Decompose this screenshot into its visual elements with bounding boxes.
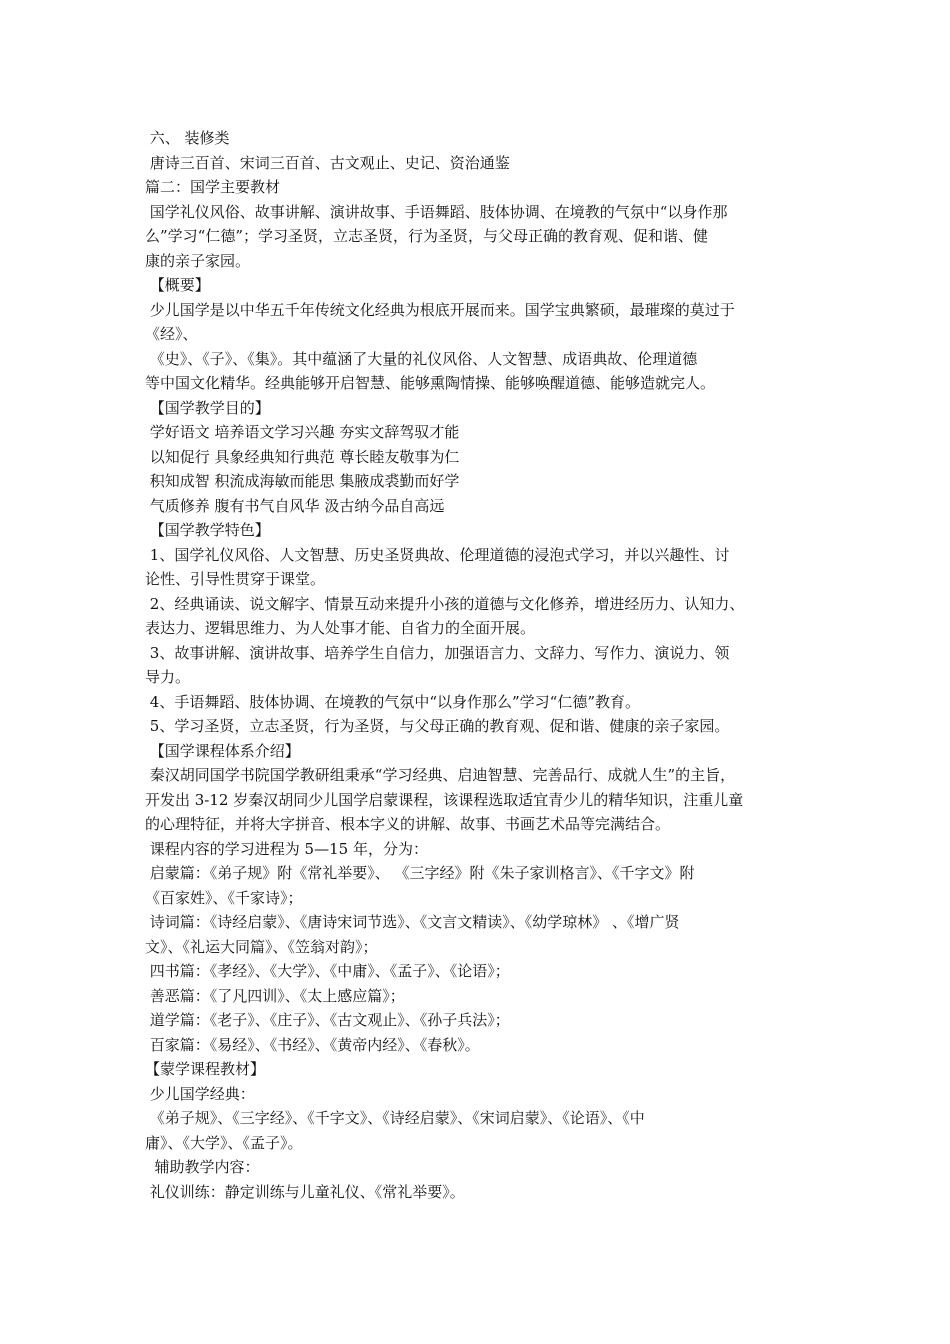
text-line: 的心理特征，并将大字拼音、根本字义的讲解、故事、书画艺术品等完满结合。 [145, 815, 671, 833]
text-line: 积知成智 积流成海敏而能思 集腋成裘勤而好学 [145, 472, 460, 490]
text-line: 少儿国学是以中华五千年传统文化经典为根底开展而来。国学宝典繁硕，最璀璨的莫过于 [145, 300, 735, 319]
text-line: 气质修养 腹有书气自风华 汲古纳今品自高远 [145, 496, 445, 515]
text-line: 秦汉胡同国学书院国学教研组秉承“学习经典、启迪智慧、完善品行、成就人生”的主旨， [145, 766, 736, 784]
text-line: 5、学习圣贤，立志圣贤，行为圣贤，与父母正确的教育观、促和谐、健康的亲子家园。 [145, 717, 730, 735]
text-line: 国学礼仪风俗、故事讲解、演讲故事、手语舞蹈、肢体协调、在境教的气氛中“以身作那 [145, 202, 728, 221]
text-line: 导力。 [145, 668, 191, 686]
text-line: 善恶篇：《了凡四训》、《太上感应篇》； [145, 986, 405, 1005]
text-line: 礼仪训练：静定训练与儿童礼仪、《常礼举要》。 [145, 1182, 465, 1201]
section-heading: 【国学教学目的】 [145, 398, 270, 417]
text-line: 启蒙篇：《弟子规》附《常礼举要》、 《三字经》附《朱子家训格言》、《千字文》附 [145, 864, 695, 882]
section-heading: 【蒙学课程教材】 [145, 1060, 266, 1078]
text-line: 少儿国学经典： [145, 1084, 255, 1103]
text-line: 2、经典诵读、说文解字、情景互动来提升小孩的道德与文化修养，增进经历力、认知力、 [145, 594, 745, 613]
text-line: 等中国文化精华。经典能够开启智慧、能够熏陶情操、能够唤醒道德、能够造就完人。 [145, 374, 716, 392]
text-line: 论性、引导性贯穿于课堂。 [145, 570, 326, 588]
text-line: 《经》、 [145, 325, 198, 343]
text-line: 文》、《礼运大同篇》、《笠翁对韵》； [145, 937, 378, 956]
text-line: 《史》、《子》、《集》。其中蕴涵了大量的礼仪风俗、人文智慧、成语典故、伦理道德 [145, 349, 698, 368]
text-line: 诗词篇：《诗经启蒙》、《唐诗宋词节选》、《文言文精读》、《幼学琼林》 、《增广贤 [145, 913, 680, 931]
text-line: 庸》、《大学》、《孟子》。 [145, 1133, 303, 1152]
text-line: 学好语文 培养语文学习兴趣 夯实文辞驾驭才能 [145, 423, 460, 441]
text-line: 唐诗三百首、宋词三百首、古文观止、史记、资治通鉴 [145, 153, 510, 172]
text-line: 《百家姓》、《千家诗》； [145, 888, 303, 907]
text-line: 1、国学礼仪风俗、人文智慧、历史圣贤典故、伦理道德的浸泡式学习，并以兴趣性、讨 [145, 545, 730, 564]
text-line: 辅助教学内容： [145, 1158, 260, 1176]
section-heading: 篇二：国学主要教材 [145, 178, 281, 196]
text-line: 四书篇：《孝经》、《大学》、《中庸》、《孟子》、《论语》； [145, 962, 510, 980]
text-line: 百家篇：《易经》、《书经》、《黄帝内经》、《春秋》。 [145, 1035, 480, 1054]
document-body [145, 126, 810, 1204]
section-heading: 【国学教学特色】 [145, 521, 270, 539]
section-heading: 【概要】 [145, 276, 210, 294]
text-line: 以知促行 具象经典知行典范 尊长睦友敬事为仁 [145, 447, 460, 466]
text-line: 康的亲子家园。 [145, 251, 251, 270]
text-line: 开发出 3-12 岁秦汉胡同少儿国学启蒙课程，该课程选取适宜青少儿的精华知识，注重儿童 [145, 790, 744, 809]
text-line: 六、 装修类 [145, 129, 230, 147]
text-line: 3、故事讲解、演讲故事、培养学生自信力，加强语言力、文辞力、写作力、演说力、领 [145, 643, 730, 662]
text-line: 道学篇：《老子》、《庄子》、《古文观止》、《孙子兵法》； [145, 1011, 510, 1029]
text-line: 《弟子规》、《三字经》、《千字文》、《诗经启蒙》、《宋词启蒙》、《论语》、《中 [145, 1109, 645, 1127]
text-line: 4、手语舞蹈、肢体协调、在境教的气氛中“以身作那么”学习“仁德”教育。 [145, 692, 641, 711]
text-line: 表达力、逻辑思维力、为人处事才能、自省力的全面开展。 [145, 619, 536, 637]
text-line: 课程内容的学习进程为 5—15 年，分为： [145, 839, 428, 858]
section-heading: 【国学课程体系介绍】 [145, 741, 300, 760]
text-line: 么”学习“仁德”；学习圣贤，立志圣贤，行为圣贤，与父母正确的教育观、促和谐、健 [145, 227, 709, 245]
